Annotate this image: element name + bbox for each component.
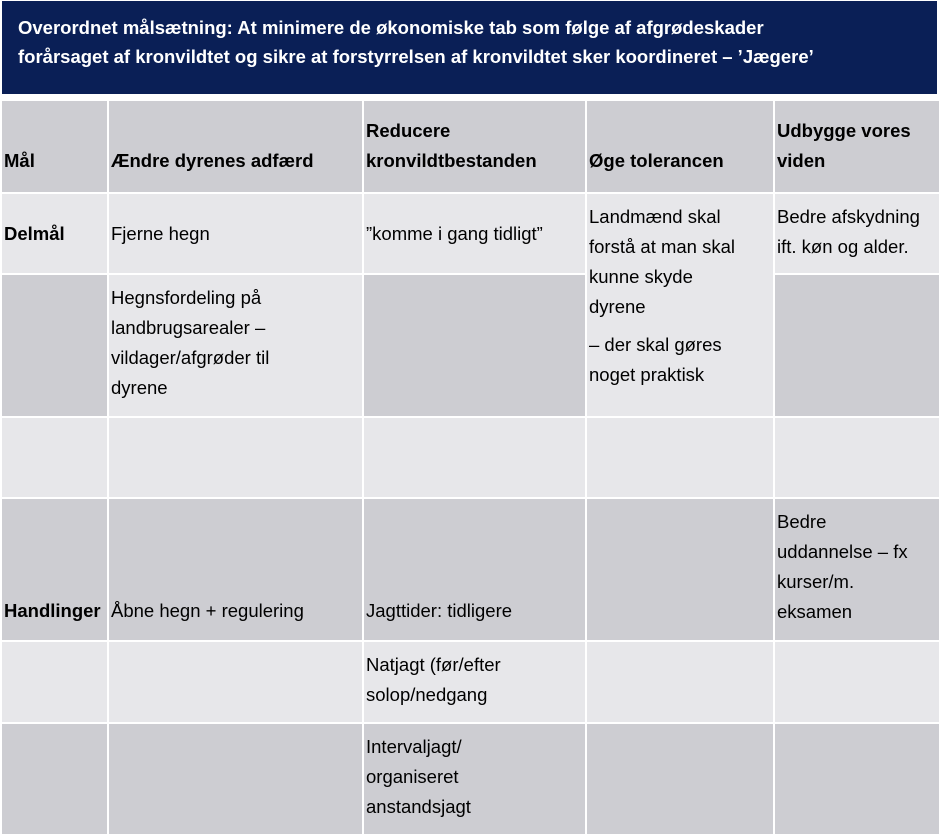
delmaal-komme-i-gang: ”komme i gang tidligt” bbox=[366, 222, 543, 244]
handlinger-col2-row1 bbox=[109, 499, 362, 640]
page-title-banner bbox=[2, 1, 937, 94]
header-udbygge-line1: Udbygge vores bbox=[777, 120, 911, 141]
handlinger-col2-row2 bbox=[109, 642, 362, 722]
delmaal-col4-line2: forstå at man skal bbox=[589, 236, 736, 257]
header-aendre-adfaerd bbox=[109, 101, 362, 192]
header-aendre-adfaerd-text: Ændre dyrenes adfærd bbox=[111, 150, 314, 171]
delmaal-col4 bbox=[587, 194, 773, 416]
goals-table bbox=[2, 101, 937, 834]
handlinger-col5-row2 bbox=[775, 642, 939, 722]
delmaal-hegnsfordeling-line3: vildager/afgrøder til bbox=[111, 347, 270, 368]
delmaal-hegnsfordeling-line4: dyrene bbox=[111, 377, 168, 398]
delmaal-col5 bbox=[775, 194, 939, 273]
header-reducere-line2: kronvildtbestanden bbox=[366, 150, 537, 171]
delmaal-col4-line3: kunne skyde bbox=[589, 266, 693, 287]
handlinger-col3-row3 bbox=[364, 724, 585, 834]
header-reducere bbox=[364, 101, 585, 192]
delmaal-col4-line5: – der skal gøres bbox=[589, 334, 722, 355]
handlinger-col4-row2 bbox=[587, 642, 773, 722]
header-udbygge-viden bbox=[775, 101, 939, 192]
delmaal-col4-line4: dyrene bbox=[589, 296, 646, 317]
delmaal-col4-line1: Landmænd skal bbox=[589, 206, 721, 227]
handlinger-col3-row1 bbox=[364, 499, 585, 640]
delmaal-col2-row2 bbox=[109, 275, 362, 416]
delmaal-hegnsfordeling-line1: Hegnsfordeling på bbox=[111, 287, 262, 308]
handlinger-natjagt-line2: solop/nedgang bbox=[366, 684, 488, 705]
handlinger-col4-row3 bbox=[587, 724, 773, 834]
handlinger-jagttider: Jagttider: tidligere bbox=[366, 600, 513, 621]
banner-line-1: Overordnet målsætning: At minimere de økonomiske tab som følge af afgrødeskader bbox=[18, 17, 764, 38]
delmaal-col4-line6: noget praktisk bbox=[589, 364, 705, 385]
handlinger-natjagt-line1: Natjagt (før/efter bbox=[366, 654, 501, 675]
delmaal-col3-row2 bbox=[364, 275, 585, 416]
handlinger-intervaljagt-line3: anstandsjagt bbox=[366, 796, 471, 817]
handlinger-aabne-hegn: Åbne hegn + regulering bbox=[111, 600, 304, 621]
handlinger-col5-line1: Bedre bbox=[777, 511, 827, 532]
handlinger-col5-line3: kurser/m. bbox=[777, 571, 855, 592]
spacer-cell bbox=[364, 418, 585, 497]
header-maal bbox=[2, 101, 107, 192]
handlinger-col4-row1 bbox=[587, 499, 773, 640]
handlinger-col1-row2 bbox=[2, 642, 107, 722]
delmaal-col5-row2 bbox=[775, 275, 939, 416]
spacer-cell bbox=[775, 418, 939, 497]
spacer-cell bbox=[587, 418, 773, 497]
row-label-handlinger-text: Handlinger bbox=[4, 600, 101, 621]
banner-line-2: forårsaget af kronvildtet og sikre at forstyrrelsen af kronvildtet sker koordineret – ’Jægere’ bbox=[18, 46, 814, 67]
spacer-cell bbox=[2, 418, 107, 497]
row-label-delmaal-text: Delmål bbox=[4, 222, 65, 244]
delmaal-col1-row2 bbox=[2, 275, 107, 416]
delmaal-fjerne-hegn: Fjerne hegn bbox=[111, 222, 210, 244]
header-udbygge-line2: viden bbox=[777, 150, 826, 171]
row-label-delmaal bbox=[2, 194, 107, 273]
handlinger-intervaljagt-line2: organiseret bbox=[366, 766, 459, 787]
handlinger-col2-row3 bbox=[109, 724, 362, 834]
paragraph-spacer bbox=[589, 322, 771, 330]
handlinger-col5-line4: eksamen bbox=[777, 601, 853, 622]
delmaal-col5-line2: ift. køn og alder. bbox=[777, 236, 909, 257]
spacer-cell bbox=[109, 418, 362, 497]
handlinger-col5-row3 bbox=[775, 724, 939, 834]
row-label-handlinger bbox=[2, 499, 107, 640]
header-reducere-line1: Reducere bbox=[366, 120, 451, 141]
handlinger-intervaljagt-line1: Intervaljagt/ bbox=[366, 736, 462, 757]
handlinger-col5-row1 bbox=[775, 499, 939, 640]
delmaal-col5-line1: Bedre afskydning bbox=[777, 206, 920, 227]
handlinger-col1-row3 bbox=[2, 724, 107, 834]
handlinger-col3-row2 bbox=[364, 642, 585, 722]
header-oege-tolerance bbox=[587, 101, 773, 192]
header-maal-text: Mål bbox=[4, 150, 35, 171]
header-oege-tolerance-text: Øge tolerancen bbox=[589, 150, 724, 171]
delmaal-col2-row1 bbox=[109, 194, 362, 273]
delmaal-col3-row1 bbox=[364, 194, 585, 273]
handlinger-col5-line2: uddannelse – fx bbox=[777, 541, 908, 562]
delmaal-hegnsfordeling-line2: landbrugsarealer – bbox=[111, 317, 266, 338]
